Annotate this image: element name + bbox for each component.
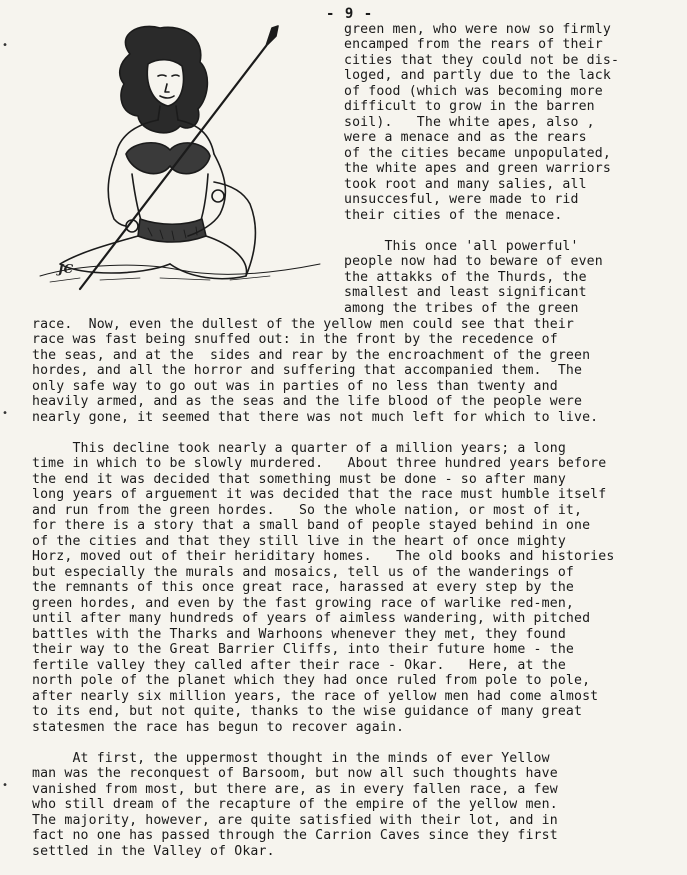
column-line: the white apes and green warriors	[344, 161, 611, 176]
body-line: until after many hundreds of years of aimless wandering, with pitched	[32, 611, 591, 626]
column-line: smallest and least significant	[344, 285, 587, 300]
column-line: of food (which was becoming more	[344, 84, 603, 99]
column-line: were a menace and as the rears	[344, 130, 587, 145]
column-line: cities that they could not be dis-	[344, 53, 620, 68]
body-line: race was fast being snuffed out: in the front by the recedence of	[32, 332, 558, 347]
body-line: nearly gone, it seemed that there was not much left for which to live.	[32, 410, 599, 425]
column-line: their cities of the menace.	[344, 208, 563, 223]
spear-woman-illustration-icon	[20, 14, 340, 292]
body-line: hordes, and all the horror and suffering that accompanied them. The	[32, 363, 583, 378]
body-line: long years of arguement it was decided that the race must humble itself	[32, 487, 607, 502]
body-line: fertile valley they called after their race - Okar. Here, at the	[32, 658, 566, 673]
body-line: for there is a story that a small band of people stayed behind in one	[32, 518, 591, 533]
body-line: The majority, however, are quite satisfied with their lot, and in	[32, 813, 558, 828]
column-line: loged, and partly due to the lack	[344, 68, 611, 83]
body-line: fact no one has passed through the Carrion Caves since they first	[32, 828, 558, 843]
column-line: This once 'all powerful'	[344, 239, 579, 254]
body-line: This decline took nearly a quarter of a million years; a long	[32, 441, 566, 456]
body-line: vanished from most, but there are, as in every fallen race, a few	[32, 782, 558, 797]
body-line: of the cities and that they still live in the heart of once mighty	[32, 534, 566, 549]
body-line: only safe way to go out was in parties of no less than twenty and	[32, 379, 558, 394]
column-line: difficult to grow in the barren	[344, 99, 595, 114]
column-line: took root and many salies, all	[344, 177, 587, 192]
body-line: race. Now, even the dullest of the yellow men could see that their	[32, 317, 574, 332]
column-line: green men, who were now so firmly	[344, 22, 611, 37]
body-line: Horz, moved out of their heriditary homes. The old books and histories	[32, 549, 615, 564]
body-line: settled in the Valley of Okar.	[32, 844, 275, 859]
column-line: of the cities became unpopulated,	[344, 146, 611, 161]
body-line: battles with the Tharks and Warhoons whenever they met, they found	[32, 627, 566, 642]
column-line: among the tribes of the green	[344, 301, 579, 316]
margin-mark: •	[2, 40, 9, 51]
body-line: after nearly six million years, the race of yellow men had come almost	[32, 689, 599, 704]
body-line: the end it was decided that something must be done - so after many	[32, 472, 566, 487]
body-line: but especially the murals and mosaics, tell us of the wanderings of	[32, 565, 574, 580]
body-line: time in which to be slowly murdered. About three hundred years before	[32, 456, 607, 471]
body-line: the seas, and at the sides and rear by the encroachment of the green	[32, 348, 591, 363]
body-line: At first, the uppermost thought in the minds of ever Yellow	[32, 751, 550, 766]
page-number: - 9 -	[326, 6, 374, 22]
column-line: encamped from the rears of their	[344, 37, 603, 52]
margin-mark: •	[2, 408, 9, 419]
column-line: soil). The white apes, also ,	[344, 115, 595, 130]
column-line: unsuccesful, were made to rid	[344, 192, 579, 207]
illustration-signature: JC	[58, 262, 74, 276]
column-line: the attakks of the Thurds, the	[344, 270, 587, 285]
body-line: and run from the green hordes. So the whole nation, or most of it,	[32, 503, 583, 518]
body-line: heavily armed, and as the seas and the life blood of the people were	[32, 394, 583, 409]
margin-mark: •	[2, 780, 9, 791]
body-line: who still dream of the recapture of the empire of the yellow men.	[32, 797, 558, 812]
body-line: man was the reconquest of Barsoom, but now all such thoughts have	[32, 766, 558, 781]
body-line: to its end, but not quite, thanks to the wise guidance of many great	[32, 704, 583, 719]
column-line: people now had to beware of even	[344, 254, 603, 269]
body-line: their way to the Great Barrier Cliffs, into their future home - the	[32, 642, 574, 657]
body-line: the remnants of this once great race, harassed at every step by the	[32, 580, 574, 595]
body-line: statesmen the race has begun to recover again.	[32, 720, 405, 735]
body-line: north pole of the planet which they had once ruled from pole to pole,	[32, 673, 591, 688]
body-line: green hordes, and even by the fast growing race of warlike red-men,	[32, 596, 574, 611]
